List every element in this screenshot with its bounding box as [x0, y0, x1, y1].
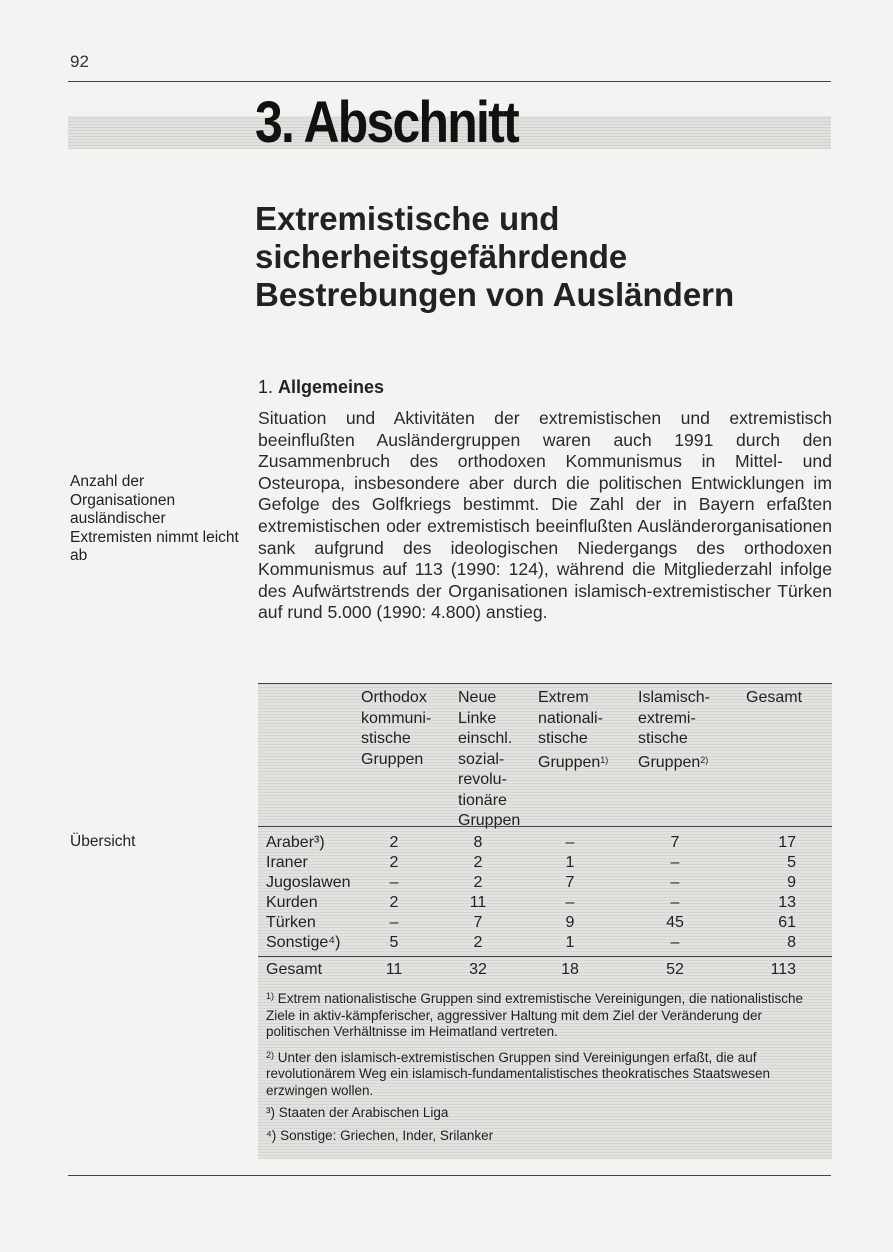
column-header-line: einschl.: [458, 730, 513, 747]
table-top-rule: [258, 683, 832, 684]
table-footnotes: [266, 988, 826, 1150]
column-header-line: Gruppen: [638, 753, 701, 771]
total-cell: 11: [385, 961, 403, 978]
table-cell: –: [565, 894, 575, 911]
table-cell: 1: [565, 854, 575, 871]
footnote: [266, 1128, 826, 1145]
column-header-line: Gruppen: [538, 753, 601, 771]
column-header-orthodox: [361, 688, 431, 770]
overview-table: [258, 683, 832, 1159]
table-cell: –: [565, 834, 575, 851]
column-header-line: stische: [638, 730, 688, 747]
chapter-title: Extremistische und sicherheitsgefährdende Bestrebungen von Ausländern: [255, 200, 735, 313]
column-header-line: tionäre: [458, 791, 507, 809]
table-cell: 8: [787, 934, 796, 951]
table-cell: 2: [473, 874, 483, 891]
table-cell: 1: [565, 934, 575, 951]
row-label: Türken: [266, 914, 316, 931]
subsection-number: 1.: [258, 377, 274, 397]
total-cell: 18: [561, 961, 579, 978]
footnote-text: Extrem nationalistische Gruppen sind extremistische Vereinigungen, die nationalistische Ziele in aktiv-kämpferischer, aggressiver Haltung mit dem Ziel der Veränderung der politischen Verhältnisse im Heimatland vertreten.: [266, 991, 804, 1039]
table-cell: 2: [389, 894, 399, 911]
table-cell: 7: [473, 914, 483, 931]
table-cell: –: [670, 874, 680, 891]
table-cell: 11: [469, 894, 487, 911]
column-header-line: extremi-: [638, 709, 696, 727]
table-cell: 7: [670, 834, 680, 851]
footnote: [266, 1047, 826, 1100]
total-label: Gesamt: [266, 961, 323, 978]
row-label: Iraner: [266, 854, 308, 871]
column-header-line: Gesamt: [746, 689, 803, 706]
column-header-neue-linke: [458, 688, 520, 832]
footnote-marker: 1): [600, 754, 609, 765]
column-header-islamisch: [638, 688, 710, 773]
column-header-line: stische: [361, 730, 411, 747]
table-cell: 9: [565, 914, 575, 931]
row-label: Sonstige⁴): [266, 934, 341, 951]
column-header-line: kommuni-: [361, 709, 432, 727]
column-header-line: nationali-: [538, 709, 603, 727]
table-cell: 2: [473, 934, 483, 951]
table-cell: –: [670, 894, 680, 911]
column-header-line: revolu-: [458, 771, 507, 788]
page-number: 92: [70, 52, 89, 71]
column-header-line: sozial-: [458, 750, 505, 768]
column-header-line: Gruppen: [458, 812, 521, 829]
margin-note-organisations: Anzahl der Organisationen ausländischer Extremisten nimmt leicht ab: [70, 473, 239, 564]
column-header-line: Neue: [458, 689, 497, 706]
total-cell: 113: [770, 961, 796, 978]
body-paragraph: Situation und Aktivitäten der extremistischen und extremistisch beeinflußten Ausländergruppen waren auch 1991 durch den Zusammenbruch des orthodoxen Kommunismus in Mittel- und Osteuropa, insbesondere aber durch die politischen Entwicklungen im Gefolge des Golfkriegs bestimmt. Die Zahl der in Bayern erfaßten extremistischen oder extremistisch beeinflußten Ausländerorganisationen sank aufgrund des ideologischen Niedergangs des orthodoxen Kommunismus auf 113 (1990: 124), während die Mitgliederzahl infolge des Aufwärtstrends der Organisationen islamisch-extremistischer Türken auf rund 5.000 (1990: 4.800) anstieg.: [258, 408, 832, 623]
footnote-marker: 2): [266, 1049, 275, 1060]
table-cell: 7: [565, 874, 575, 891]
footnote: [266, 1105, 826, 1122]
footnote-marker: ³): [266, 1105, 275, 1120]
footnote: [266, 988, 826, 1041]
table-cell: 13: [778, 894, 796, 911]
total-cell: 32: [469, 961, 487, 978]
table-cell: –: [389, 914, 399, 931]
column-header-line: Extrem: [538, 689, 589, 706]
top-rule: [68, 81, 831, 82]
table-cell: 5: [389, 934, 399, 951]
column-header-line: Gruppen: [361, 750, 424, 768]
row-label: Kurden: [266, 894, 318, 911]
table-cell: 2: [389, 854, 399, 871]
table-cell: 2: [389, 834, 399, 851]
column-header-gesamt: [746, 688, 802, 709]
margin-note-overview: Übersicht: [70, 833, 136, 850]
footnote-text: Staaten der Arabischen Liga: [278, 1105, 449, 1120]
table-cell: 45: [666, 914, 684, 931]
table-cell: 9: [787, 874, 796, 891]
subsection-title: Allgemeines: [278, 377, 385, 397]
footnote-marker: ⁴): [266, 1127, 277, 1143]
table-cell: –: [389, 874, 399, 891]
total-cell: 52: [666, 961, 684, 978]
row-label: Jugoslawen: [266, 874, 351, 891]
table-cell: 2: [473, 854, 483, 871]
footnote-text: Sonstige: Griechen, Inder, Srilanker: [280, 1127, 494, 1143]
subsection-heading: [258, 377, 384, 398]
column-header-line: Linke: [458, 709, 497, 727]
table-cell: 61: [778, 914, 796, 931]
footnote-text: Unter den islamisch-extremistischen Gruppen sind Vereinigungen erfaßt, die auf revolutionärem Weg ein islamisch-fundamentalistisches theokratisches Staatswesen erzwingen wollen.: [266, 1049, 770, 1098]
column-header-extrem-nationalistisch: [538, 688, 608, 773]
footnote-marker: 2): [700, 754, 709, 765]
row-label: Araber³): [266, 834, 325, 851]
footnote-marker: 1): [266, 991, 275, 1001]
table-cell: 5: [787, 854, 796, 871]
section-heading: 3. Abschnitt: [255, 90, 518, 155]
header-rule: [258, 826, 832, 827]
bottom-rule: [68, 1175, 831, 1176]
column-header-line: Islamisch-: [638, 689, 711, 706]
table-cell: 17: [778, 834, 796, 851]
total-rule: [258, 956, 832, 957]
table-cell: –: [670, 854, 680, 871]
column-header-line: Orthodox: [361, 689, 427, 706]
table-cell: 8: [473, 834, 483, 851]
column-header-line: stische: [538, 730, 588, 747]
table-cell: –: [670, 934, 680, 951]
